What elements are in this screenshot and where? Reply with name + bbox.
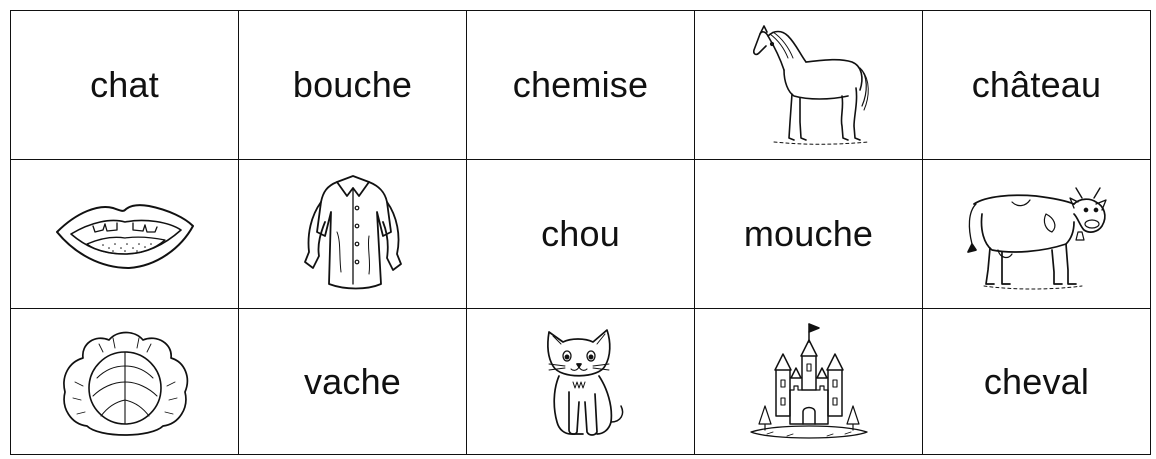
card-word-cheval <box>923 309 1151 455</box>
card-picture-cow <box>923 160 1151 309</box>
card-picture-shirt <box>239 160 467 309</box>
card-picture-mouth <box>11 160 239 309</box>
card-picture-cabbage <box>11 309 239 455</box>
grid-row-3 <box>11 309 1151 455</box>
word-picture-grid <box>10 10 1151 455</box>
word-label: mouche <box>743 213 874 254</box>
card-picture-castle <box>695 309 923 455</box>
grid-row-1 <box>11 11 1151 160</box>
word-label: château <box>971 64 1102 105</box>
castle-icon <box>747 320 871 444</box>
word-label: chat <box>90 64 159 105</box>
card-picture-cat <box>467 309 695 455</box>
cow-icon <box>962 174 1112 294</box>
card-picture-horse <box>695 11 923 160</box>
horse-icon <box>744 22 874 148</box>
card-word-vache <box>239 309 467 455</box>
card-word-chat <box>11 11 239 160</box>
card-word-chateau <box>923 11 1151 160</box>
word-label: vache <box>303 360 402 402</box>
word-label: bouche <box>292 64 413 105</box>
word-label: cheval <box>983 360 1090 402</box>
card-word-bouche <box>239 11 467 160</box>
card-word-chou <box>467 160 695 309</box>
word-label: chemise <box>512 64 649 105</box>
card-word-chemise <box>467 11 695 160</box>
mouth-icon <box>53 196 197 272</box>
card-word-mouche <box>695 160 923 309</box>
cat-icon <box>535 322 627 442</box>
cabbage-icon <box>55 322 195 442</box>
word-label: chou <box>541 213 620 254</box>
shirt-icon <box>297 172 409 296</box>
grid-row-2 <box>11 160 1151 309</box>
